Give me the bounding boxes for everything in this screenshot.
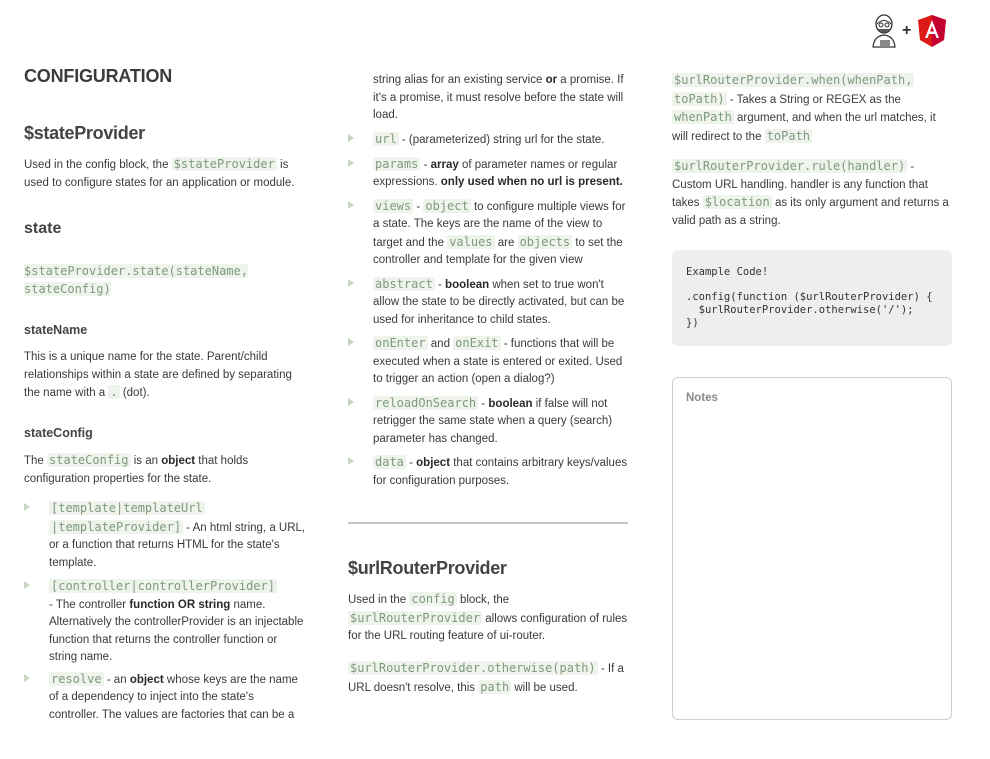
- bullet-triangle-icon: [348, 398, 354, 406]
- list-item: params - array of parameter names or regular expressions. only used when no url is present.: [348, 156, 630, 192]
- bullet-triangle-icon: [24, 503, 30, 511]
- urlrouterprovider-description: Used in the config block, the $urlRouterProvider allows configuration of rules for the URL routing feature of ui-router.: [348, 592, 628, 642]
- notes-label: Notes: [686, 392, 718, 404]
- bullet-triangle-icon: [348, 134, 354, 142]
- when-description: $urlRouterProvider.when(whenPath, toPath) - Takes a String or REGEX as the whenPath argument, and when the url matches, it will redirect to the toPath: [672, 73, 936, 143]
- bullet-triangle-icon: [348, 457, 354, 465]
- state-signature: $stateProvider.state(stateName, stateConfig): [24, 264, 248, 296]
- stateconfig-options-list-continued: [348, 131, 630, 496]
- list-item: views - object to configure multiple views for a state. The keys are the name of the view to target and the values are objects to set the controller and template for the given view: [348, 198, 630, 270]
- statename-heading: stateName: [24, 323, 88, 337]
- list-item: data - object that contains arbitrary keys/values for configuration purposes.: [348, 454, 630, 490]
- stateconfig-description: The stateConfig is an object that holds configuration properties for the state.: [24, 453, 249, 485]
- statename-description: This is a unique name for the state. Parent/child relationships within a state are defined by separating the name with a . (dot).: [24, 351, 292, 399]
- stateprovider-heading: $stateProvider: [24, 123, 145, 143]
- example-code-line: }): [686, 317, 699, 329]
- page-title: CONFIGURATION: [24, 66, 173, 86]
- example-code-box: [672, 250, 952, 346]
- list-item: resolve - an object whose keys are the name of a dependency to inject into the state's controller. The values are factories that can be a: [24, 671, 306, 725]
- state-heading: state: [24, 220, 62, 237]
- list-item: url - (parameterized) string url for the state.: [348, 131, 630, 150]
- bullet-triangle-icon: [348, 279, 354, 287]
- section-divider: [348, 522, 628, 524]
- stateconfig-heading: stateConfig: [24, 426, 93, 440]
- presenter-avatar-icon: [870, 14, 900, 55]
- bullet-triangle-icon: [348, 159, 354, 167]
- bullet-triangle-icon: [348, 338, 354, 346]
- list-item: [template|templateUrl |templateProvider] - An html string, a URL, or a function that returns HTML for the state's template.: [24, 500, 306, 572]
- example-code-line: $urlRouterProvider.otherwise('/');: [686, 304, 914, 316]
- list-item: reloadOnSearch - boolean if false will not retrigger the same state when a query (search) parameter has changed.: [348, 395, 630, 449]
- list-item: [controller|controllerProvider] - The controller function OR string name. Alternatively the controllerProvider is an injectable function that returns the controller function or string name.: [24, 578, 306, 667]
- otherwise-description: $urlRouterProvider.otherwise(path) - If a URL doesn't resolve, this path will be used.: [348, 661, 624, 694]
- stateprovider-description: Used in the config block, the $stateProvider is used to configure states for an application or module.: [24, 157, 295, 189]
- bullet-triangle-icon: [24, 674, 30, 682]
- example-code-line: .config(function ($urlRouterProvider) {: [686, 291, 933, 303]
- rule-description: $urlRouterProvider.rule(handler) - Custom URL handling. handler is any function that takes $location as its only argument and returns a valid path as a string.: [672, 159, 949, 227]
- resolve-continuation: string alias for an existing service or a promise. If it's a promise, it must resolve before the state will load.: [373, 74, 624, 121]
- list-item: abstract - boolean when set to true won't allow the state to be directly activated, but can be used for inheritance to child states.: [348, 276, 630, 330]
- stateconfig-options-list: [24, 500, 306, 730]
- notes-box[interactable]: [672, 377, 952, 720]
- list-item: onEnter and onExit - functions that will be executed when a state is entered or exited. Used to trigger an action (open a dialog?): [348, 335, 630, 389]
- plus-sign: +: [902, 22, 912, 39]
- bullet-triangle-icon: [24, 581, 30, 589]
- bullet-triangle-icon: [348, 201, 354, 209]
- example-code-title: Example Code!: [686, 266, 769, 278]
- angular-shield-icon: [916, 14, 948, 55]
- urlrouterprovider-heading: $urlRouterProvider: [348, 558, 507, 578]
